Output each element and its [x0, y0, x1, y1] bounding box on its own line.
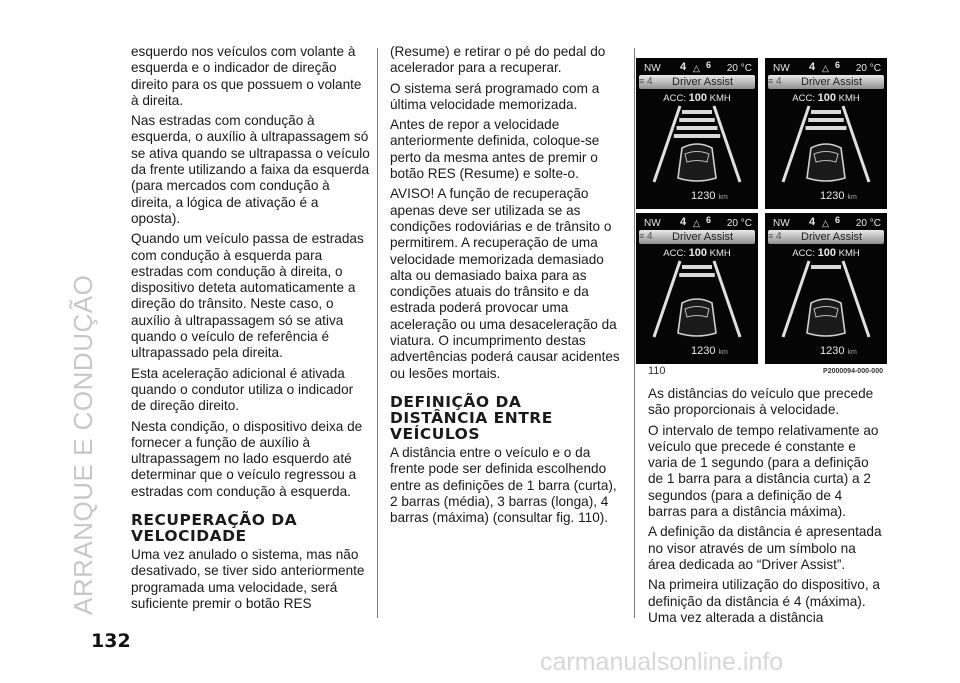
- text-column-3: [648, 386, 883, 630]
- cluster-display-panel: [636, 213, 758, 364]
- figure-110: [636, 58, 887, 377]
- acc-speed: 100: [817, 92, 836, 104]
- compass-heading: NW: [644, 63, 661, 74]
- distance-bar: [679, 273, 715, 277]
- paragraph: Antes de repor a velocidade anteriormente definida, coloque-se perto da mesma antes de premir o botão RES (Resume) e solte-o.: [390, 117, 600, 182]
- page-number: 132: [91, 630, 131, 652]
- driver-assist-label: Driver Assist: [672, 76, 734, 88]
- driver-assist-banner: [768, 75, 884, 89]
- paragraph: (Resume) e retirar o pé do pedal do acelerador para a recuperar.: [390, 44, 606, 76]
- odometer-readout: [820, 190, 857, 202]
- gear-max-indicator: 6: [706, 60, 712, 70]
- odometer-value: 1230: [691, 345, 716, 357]
- distance-bar: [808, 118, 844, 122]
- driver-assist-label: Driver Assist: [801, 231, 863, 243]
- acc-unit: KMH: [709, 93, 731, 104]
- text-column-1: [131, 44, 371, 616]
- section-heading: RECUPERAÇÃO DA VELOCIDADE: [131, 511, 298, 546]
- gear-max-indicator: 6: [835, 215, 841, 225]
- text-column-2: [390, 44, 625, 530]
- following-distance-graphic: [765, 104, 887, 184]
- distance-bar: [811, 110, 841, 114]
- paragraph: Na primeira utilização do dispositivo, a definição da distância é 4 (máxima). Uma vez alterada a distância: [648, 577, 880, 625]
- driver-assist-banner: [768, 230, 884, 244]
- odometer-value: 1230: [691, 190, 716, 202]
- odometer-unit: km: [718, 194, 728, 201]
- acc-unit: KMH: [838, 248, 860, 259]
- gear-indicator: 4: [680, 216, 687, 228]
- odometer-unit: km: [718, 349, 728, 356]
- acc-label: ACC:: [792, 93, 815, 104]
- own-vehicle-icon: [807, 299, 845, 336]
- outside-temperature: 20 °C: [726, 63, 752, 74]
- outside-temperature: 20 °C: [726, 218, 752, 229]
- gear-max-indicator: 6: [706, 215, 712, 225]
- distance-bar: [806, 126, 847, 130]
- lane-line-right: [843, 106, 869, 182]
- acc-speed: 100: [688, 247, 707, 259]
- acc-readout: [636, 247, 758, 259]
- acc-unit: KMH: [838, 93, 860, 104]
- paragraph: AVISO! A função de recuperação apenas deve ser utilizada se as condições rodoviárias e de trânsito o permitirem. A recuperação de uma velocidade memorizada demasiado alta ou demasiado baixa para as condições atuais do trânsito e da estrada poderá provocar uma aceleração ou uma desaceleração da viatura. O incumprimento destas advertências poderá causar acidentes ou lesões mortais.: [390, 186, 620, 381]
- lane-line-right: [843, 261, 869, 337]
- outside-temperature: 20 °C: [855, 218, 881, 229]
- column-divider: [377, 48, 378, 618]
- odometer-unit: km: [847, 194, 857, 201]
- odometer-value: 1230: [820, 190, 845, 202]
- gear-indicator: 4: [809, 216, 816, 228]
- acc-readout: [765, 247, 887, 259]
- following-distance-graphic: [636, 259, 758, 339]
- paragraph: Esta aceleração adicional é ativada quando o condutor utiliza o indicador de direção direito.: [131, 365, 354, 414]
- distance-setting: 4: [776, 76, 782, 87]
- lane-line-right: [714, 261, 740, 337]
- following-distance-graphic: [765, 259, 887, 339]
- own-vehicle-icon: [678, 299, 716, 336]
- odometer-readout: [691, 345, 728, 357]
- steering-wheel-icon: △: [693, 63, 700, 73]
- section-side-title-text: ARRANQUE E CONDUÇÃO: [68, 274, 98, 615]
- outside-temperature: 20 °C: [855, 63, 881, 74]
- lane-line-right: [714, 106, 740, 182]
- distance-bar: [811, 265, 841, 269]
- distance-setting: 4: [647, 231, 653, 242]
- paragraph: O sistema será programado com a última velocidade memorizada.: [390, 80, 600, 112]
- distance-bar: [682, 110, 712, 114]
- lane-line-left: [654, 261, 680, 337]
- lane-line-left: [654, 106, 680, 182]
- figure-number: 110: [648, 365, 666, 377]
- odometer-readout: [691, 190, 728, 202]
- paragraph: Quando um veículo passa de estradas com condução à esquerda para estradas com condução à direita, o dispositivo deteta automaticamente a direção do trânsito. Neste caso, o auxílio à ultrapassagem só se ativa quando o veículo de referência é ultrapassado pela direita.: [131, 231, 364, 361]
- compass-heading: NW: [773, 218, 790, 229]
- cluster-display-panel: [765, 213, 887, 364]
- acc-unit: KMH: [709, 248, 731, 259]
- driver-assist-banner: [639, 75, 755, 89]
- paragraph: O intervalo de tempo relativamente ao veículo que precede é constante e varia de 1 segundo (para a definição de 1 barra para a distância curta) a 2 segundos (para a definição de 4 barras para a distância máxima).: [648, 422, 879, 520]
- gear-indicator: 4: [680, 61, 687, 73]
- driver-assist-label: Driver Assist: [801, 76, 863, 88]
- cluster-display-panel: [636, 58, 758, 209]
- acc-label: ACC:: [663, 248, 686, 259]
- paragraph: A definição da distância é apresentada no visor através de um símbolo na área dedicada ao “Driver Assist”.: [648, 524, 882, 572]
- acc-readout: [765, 92, 887, 104]
- lane-line-left: [783, 261, 809, 337]
- following-distance-graphic: [636, 104, 758, 184]
- paragraph: Uma vez anulado o sistema, mas não desativado, se tiver sido anteriormente programada uma velocidade, será suficiente premir o botão RES: [131, 547, 365, 611]
- odometer-value: 1230: [820, 345, 845, 357]
- column-divider: [634, 48, 635, 618]
- distance-bar: [677, 126, 718, 130]
- figure-code: P2000094-000-000: [823, 368, 883, 375]
- distance-icon: ≡: [768, 231, 774, 241]
- distance-icon: ≡: [768, 76, 774, 86]
- paragraph: A distância entre o veículo e o da frente pode ser definida escolhendo entre as definições de 1 barra (curta), 2 barras (média), 3 barras (longa), 4 barras (máxima) (consultar fig. 110).: [390, 444, 617, 526]
- own-vehicle-icon: [678, 144, 716, 181]
- acc-readout: [636, 92, 758, 104]
- steering-wheel-icon: △: [822, 63, 829, 73]
- acc-label: ACC:: [792, 248, 815, 259]
- odometer-unit: km: [847, 349, 857, 356]
- distance-icon: ≡: [639, 231, 645, 241]
- cluster-display-panel: [765, 58, 887, 209]
- lane-line-left: [783, 106, 809, 182]
- acc-speed: 100: [817, 247, 836, 259]
- distance-setting: 4: [776, 231, 782, 242]
- own-vehicle-icon: [807, 144, 845, 181]
- paragraph: As distâncias do veículo que precede são proporcionais à velocidade.: [648, 386, 874, 418]
- acc-label: ACC:: [663, 93, 686, 104]
- compass-heading: NW: [644, 218, 661, 229]
- distance-icon: ≡: [639, 76, 645, 86]
- driver-assist-label: Driver Assist: [672, 231, 734, 243]
- driver-assist-banner: [639, 230, 755, 244]
- distance-bar: [674, 134, 720, 138]
- paragraph: Nesta condição, o dispositivo deixa de fornecer a função de auxílio à ultrapassagem no lado esquerdo até determinar que o veículo regressou a estradas com condução à esquerda.: [131, 418, 363, 499]
- distance-setting: 4: [647, 76, 653, 87]
- gear-indicator: 4: [809, 61, 816, 73]
- watermark: carmanualsonline.info: [540, 648, 784, 676]
- steering-wheel-icon: △: [693, 218, 700, 228]
- paragraph: Nas estradas com condução à esquerda, o auxílio à ultrapassagem só se ativa quando se ultrapassa o veículo da frente utilizando a faixa da esquerda (para mercados com condução à direita, a lógica de ativação é a oposta).: [131, 113, 370, 226]
- acc-speed: 100: [688, 92, 707, 104]
- gear-max-indicator: 6: [835, 60, 841, 70]
- section-heading: DEFINIÇÃO DA DISTÂNCIA ENTRE VEÍCULOS: [390, 392, 553, 443]
- paragraph: esquerdo nos veículos com volante à esquerda e o indicador de direção direito para os que possuem o volante à direita.: [131, 44, 362, 108]
- odometer-readout: [820, 345, 857, 357]
- steering-wheel-icon: △: [822, 218, 829, 228]
- distance-bar: [679, 118, 715, 122]
- distance-bar: [682, 265, 712, 269]
- compass-heading: NW: [773, 63, 790, 74]
